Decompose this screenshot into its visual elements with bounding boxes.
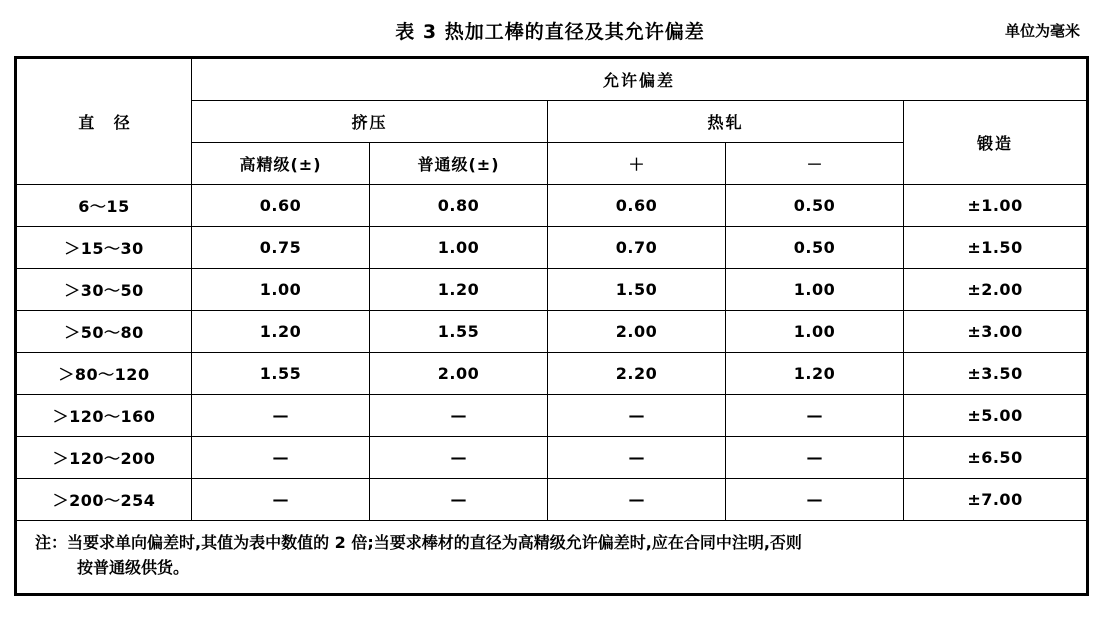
cell-forged: ±3.00 [904, 311, 1088, 353]
cell-diameter: ＞120～200 [16, 437, 192, 479]
table-note [16, 521, 1088, 595]
note-line-2: 按普通级供货。 [77, 557, 190, 577]
table-row [16, 395, 1088, 437]
table-row [16, 227, 1088, 269]
header-hot-plus: ＋ [548, 143, 726, 185]
cell-hot-plus: — [548, 437, 726, 479]
cell-hot-minus: 1.20 [726, 353, 904, 395]
header-diameter: 直 径 [16, 58, 192, 185]
table-header-row-1 [16, 58, 1088, 101]
header-hot-rolled: 热轧 [548, 101, 904, 143]
cell-hot-plus: 2.00 [548, 311, 726, 353]
table-row [16, 311, 1088, 353]
cell-hot-minus: 1.00 [726, 269, 904, 311]
table-row [16, 437, 1088, 479]
header-hot-minus: － [726, 143, 904, 185]
cell-extrusion-normal: 1.20 [370, 269, 548, 311]
cell-extrusion-normal: — [370, 395, 548, 437]
cell-extrusion-normal: 2.00 [370, 353, 548, 395]
cell-hot-plus: 2.20 [548, 353, 726, 395]
cell-forged: ±3.50 [904, 353, 1088, 395]
cell-extrusion-normal: — [370, 437, 548, 479]
header-forged: 锻造 [904, 101, 1088, 185]
cell-extrusion-normal: 1.55 [370, 311, 548, 353]
cell-extrusion-high: — [192, 437, 370, 479]
table-note-row [16, 521, 1088, 595]
cell-diameter: ＞30～50 [16, 269, 192, 311]
cell-extrusion-normal: 1.00 [370, 227, 548, 269]
cell-hot-plus: 0.60 [548, 185, 726, 227]
cell-hot-minus: 0.50 [726, 227, 904, 269]
cell-hot-plus: — [548, 395, 726, 437]
cell-hot-plus: — [548, 479, 726, 521]
header-extrusion-normal: 普通级(±) [370, 143, 548, 185]
cell-diameter: ＞50～80 [16, 311, 192, 353]
cell-diameter: 6～15 [16, 185, 192, 227]
cell-extrusion-high: 0.75 [192, 227, 370, 269]
cell-diameter: ＞120～160 [16, 395, 192, 437]
cell-extrusion-normal: 0.80 [370, 185, 548, 227]
cell-diameter: ＞200～254 [16, 479, 192, 521]
cell-extrusion-high: — [192, 395, 370, 437]
title-row [14, 10, 1086, 50]
header-extrusion: 挤压 [192, 101, 548, 143]
cell-extrusion-high: 1.20 [192, 311, 370, 353]
cell-hot-minus: — [726, 395, 904, 437]
cell-hot-minus: — [726, 437, 904, 479]
cell-extrusion-high: 0.60 [192, 185, 370, 227]
cell-extrusion-high: — [192, 479, 370, 521]
cell-forged: ±2.00 [904, 269, 1088, 311]
cell-hot-minus: 1.00 [726, 311, 904, 353]
cell-diameter: ＞15～30 [16, 227, 192, 269]
cell-hot-minus: 0.50 [726, 185, 904, 227]
cell-forged: ±1.50 [904, 227, 1088, 269]
table-row [16, 269, 1088, 311]
cell-diameter: ＞80～120 [16, 353, 192, 395]
cell-hot-minus: — [726, 479, 904, 521]
cell-hot-plus: 1.50 [548, 269, 726, 311]
cell-extrusion-high: 1.55 [192, 353, 370, 395]
table-row [16, 353, 1088, 395]
cell-forged: ±1.00 [904, 185, 1088, 227]
table-row [16, 185, 1088, 227]
table-row [16, 479, 1088, 521]
page-title: 表 3 热加工棒的直径及其允许偏差 [395, 20, 705, 43]
header-tolerance: 允许偏差 [192, 58, 1088, 101]
cell-extrusion-normal: — [370, 479, 548, 521]
cell-hot-plus: 0.70 [548, 227, 726, 269]
unit-note: 单位为毫米 [1004, 22, 1080, 40]
header-extrusion-high: 高精级(±) [192, 143, 370, 185]
cell-forged: ±6.50 [904, 437, 1088, 479]
cell-extrusion-high: 1.00 [192, 269, 370, 311]
note-line-1: 注：当要求单向偏差时,其值为表中数值的 2 倍;当要求棒材的直径为高精级允许偏差时,应在合同中注明,否则 [35, 533, 802, 552]
cell-forged: ±5.00 [904, 395, 1088, 437]
cell-forged: ±7.00 [904, 479, 1088, 521]
tolerance-table [14, 56, 1089, 596]
